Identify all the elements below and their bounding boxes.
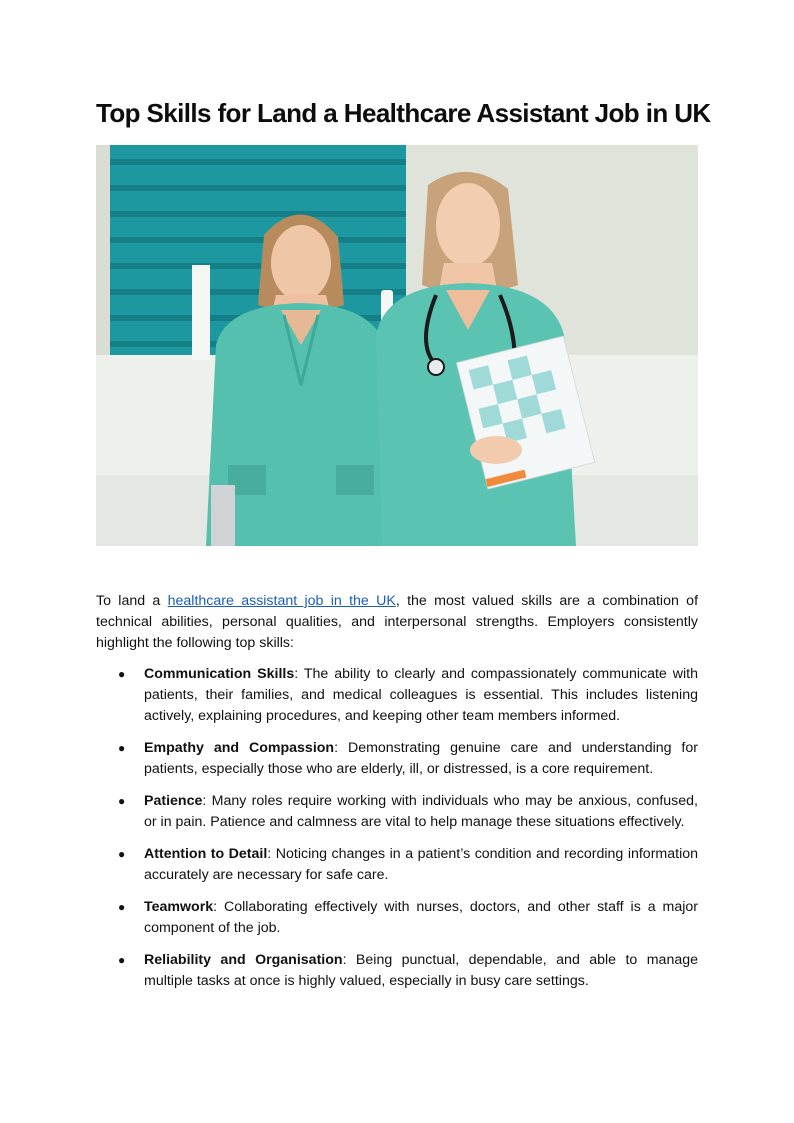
intro-paragraph xyxy=(96,591,698,654)
bullet-icon: ● xyxy=(118,794,126,808)
intro-before: To land a xyxy=(96,593,168,609)
skill-name: Patience xyxy=(144,793,203,809)
list-item xyxy=(96,738,698,780)
skill-name: Attention to Detail xyxy=(144,846,268,862)
bullet-icon: ● xyxy=(118,667,126,681)
bullet-icon: ● xyxy=(118,847,126,861)
bullet-icon: ● xyxy=(118,900,126,914)
skill-name: Reliability and Organisation xyxy=(144,952,343,968)
photo-illustration xyxy=(96,145,698,546)
list-item xyxy=(96,844,698,886)
list-item xyxy=(96,897,698,939)
skills-list xyxy=(96,664,698,1003)
list-item xyxy=(96,950,698,992)
skill-name: Teamwork xyxy=(144,899,214,915)
bullet-icon: ● xyxy=(118,953,126,967)
skill-description: : Many roles require working with individuals who may be anxious, confused, or in pain. Patience and calmness are vital to help manage these situations effectively. xyxy=(144,793,698,830)
list-item xyxy=(96,664,698,727)
skill-description: : Demonstrating genuine care and understanding for patients, especially those who are elderly, ill, or distressed, is a core requirement. xyxy=(144,740,698,777)
skill-description: : The ability to clearly and compassionately communicate with patients, their families, and medical colleagues is essential. This includes listening actively, explaining procedures, and keeping other team members informed. xyxy=(144,666,698,724)
skill-description: : Being punctual, dependable, and able to manage multiple tasks at once is highly valued, especially in busy care settings. xyxy=(144,952,699,989)
list-item xyxy=(96,791,698,833)
skill-description: : Collaborating effectively with nurses, doctors, and other staff is a major component of the job. xyxy=(144,899,698,936)
skill-name: Empathy and Compassion xyxy=(144,740,335,756)
skill-name: Communication Skills xyxy=(144,666,295,682)
healthcare-assistant-job-link[interactable]: healthcare assistant job in the UK xyxy=(167,593,396,609)
page-title: Top Skills for Land a Healthcare Assistant Job in UK xyxy=(96,98,711,128)
bullet-icon: ● xyxy=(118,741,126,755)
skill-description: : Noticing changes in a patient’s condition and recording information accurately are necessary for safe care. xyxy=(144,846,698,883)
intro-after: , the most valued skills are a combination of technical abilities, personal qualities, and interpersonal strengths. Employers consistently highlight the following top skills: xyxy=(96,593,699,651)
healthcare-assistants-photo xyxy=(96,145,698,546)
